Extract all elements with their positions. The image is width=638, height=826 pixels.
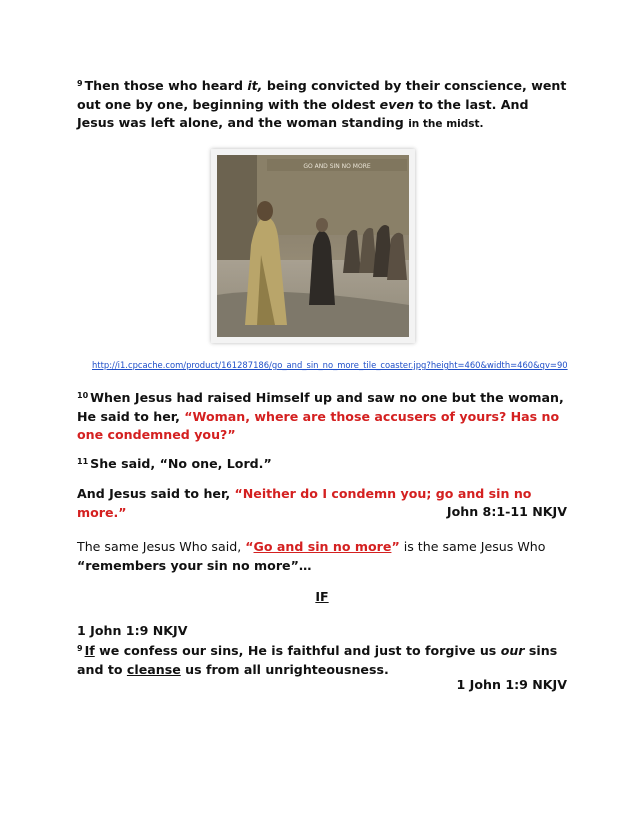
scripture-reference: 1 John 1:9 NKJV (456, 677, 567, 692)
image-source-link[interactable]: http://i1.cpcache.com/product/161287186/go_and_sin_no_more_tile_coaster.jpg?height=460&width=460&qv=90 (92, 360, 568, 370)
jesus-quote: “Neither do I condemn you; go and sin no more.” (77, 486, 532, 520)
verse-number: 11 (77, 457, 89, 466)
verse-number: 10 (77, 391, 89, 400)
jesus-quote: “Woman, where are those accusers of yours? Has no one condemned you?” (77, 408, 560, 442)
image-caption: GO AND SIN NO MORE (303, 163, 371, 170)
verse-11: $^{11}$ She said, “No one, Lord.” (77, 456, 272, 471)
go-and-sin-no-more-image (211, 149, 415, 343)
verse-9: $^9$ Then those who heard it, being convicted by their conscience, went out one by one, beginning with the oldest even to the last. And Jesus was left alone, and the woman standing in the midst. (77, 78, 567, 130)
same-jesus-paragraph: The same Jesus Who said, “Go and sin no more” is the same Jesus Who “remembers your sin no more”… (77, 539, 546, 573)
painting-illustration (217, 155, 409, 337)
verse-number: 9 (77, 644, 83, 653)
verse-1john-1-9: $^9$ If we confess our sins, He is faithful and just to forgive us our sins and to cleanse us from all unrighteousness. (77, 643, 558, 677)
if-heading: IF (315, 589, 329, 604)
verse-number: 9 (77, 79, 83, 88)
scripture-reference: John 8:1-11 NKJV (446, 504, 567, 519)
go-and-sin-no-more-link[interactable]: Go and sin no more (253, 539, 392, 554)
scripture-reference: 1 John 1:9 NKJV (77, 623, 188, 638)
jesus-reply: And Jesus said to her, “Neither do I condemn you; go and sin no more.” (77, 486, 532, 520)
verse-10: $^{10}$ When Jesus had raised Himself up and saw no one but the woman, He said to her, “Woman, where are those accusers of yours? Has no one condemned you?” (77, 390, 564, 442)
